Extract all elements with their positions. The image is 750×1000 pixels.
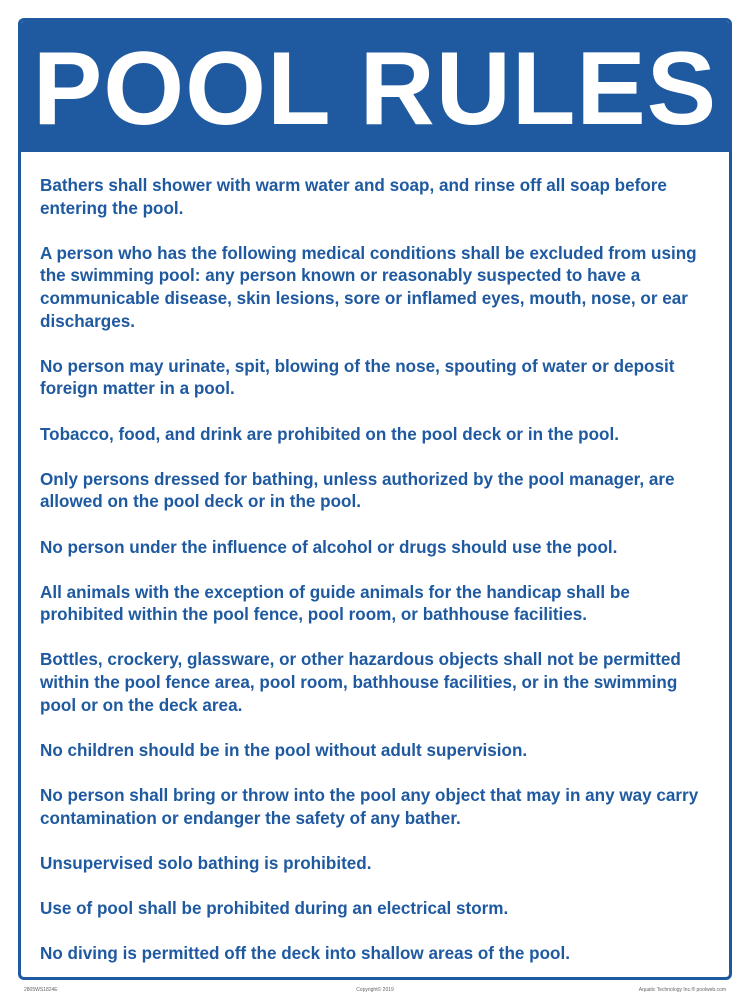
rule-item: A person who has the following medical conditions shall be excluded from using the swimming pool: any person known or reasonably suspected to have a communicable disease, skin lesions, sore or inflamed eyes, mouth, nose, or ear discharges.	[40, 243, 697, 331]
rule-item: Tobacco, food, and drink are prohibited on the pool deck or in the pool.	[40, 424, 619, 444]
sign-title: POOL RULES	[32, 30, 718, 147]
pool-rules-sign	[18, 18, 732, 980]
rules-list	[40, 175, 716, 980]
rule-item: Unsupervised solo bathing is prohibited.	[40, 853, 372, 873]
rule-item: Bottles, crockery, glassware, or other hazardous objects shall not be permitted within the pool fence area, pool room, bathhouse facilities, or in the swimming pool or on the deck area.	[40, 650, 681, 715]
sign-footer	[24, 985, 726, 995]
rule-item: Bathers shall shower with warm water and soap, and rinse off all soap before entering the pool.	[40, 176, 667, 218]
rule-item: No person under the influence of alcohol or drugs should use the pool.	[40, 537, 618, 557]
sign-header	[21, 21, 729, 152]
rule-item: No diving is permitted off the deck into shallow areas of the pool.	[40, 944, 570, 964]
copyright-text: Copyright© 2019	[356, 987, 394, 993]
rule-item: All animals with the exception of guide animals for the handicap shall be prohibited within the pool fence, pool room, or bathhouse facilities.	[40, 582, 630, 625]
rule-item: No children should be in the pool without adult supervision.	[40, 740, 528, 760]
rule-item: Only persons dressed for bathing, unless authorized by the pool manager, are allowed on the pool deck or in the pool.	[40, 469, 675, 512]
product-code: 2805WS1824E	[24, 987, 58, 993]
rule-item: No person may urinate, spit, blowing of the nose, spouting of water or deposit foreign matter in a pool.	[40, 356, 675, 399]
company-credit: Aquatic Technology Inc.® poolweb.com	[638, 987, 726, 993]
rule-item: Use of pool shall be prohibited during an electrical storm.	[40, 899, 509, 918]
rule-item: No person shall bring or throw into the pool any object that may in any way carry contamination or endanger the safety of any bather.	[40, 786, 699, 828]
